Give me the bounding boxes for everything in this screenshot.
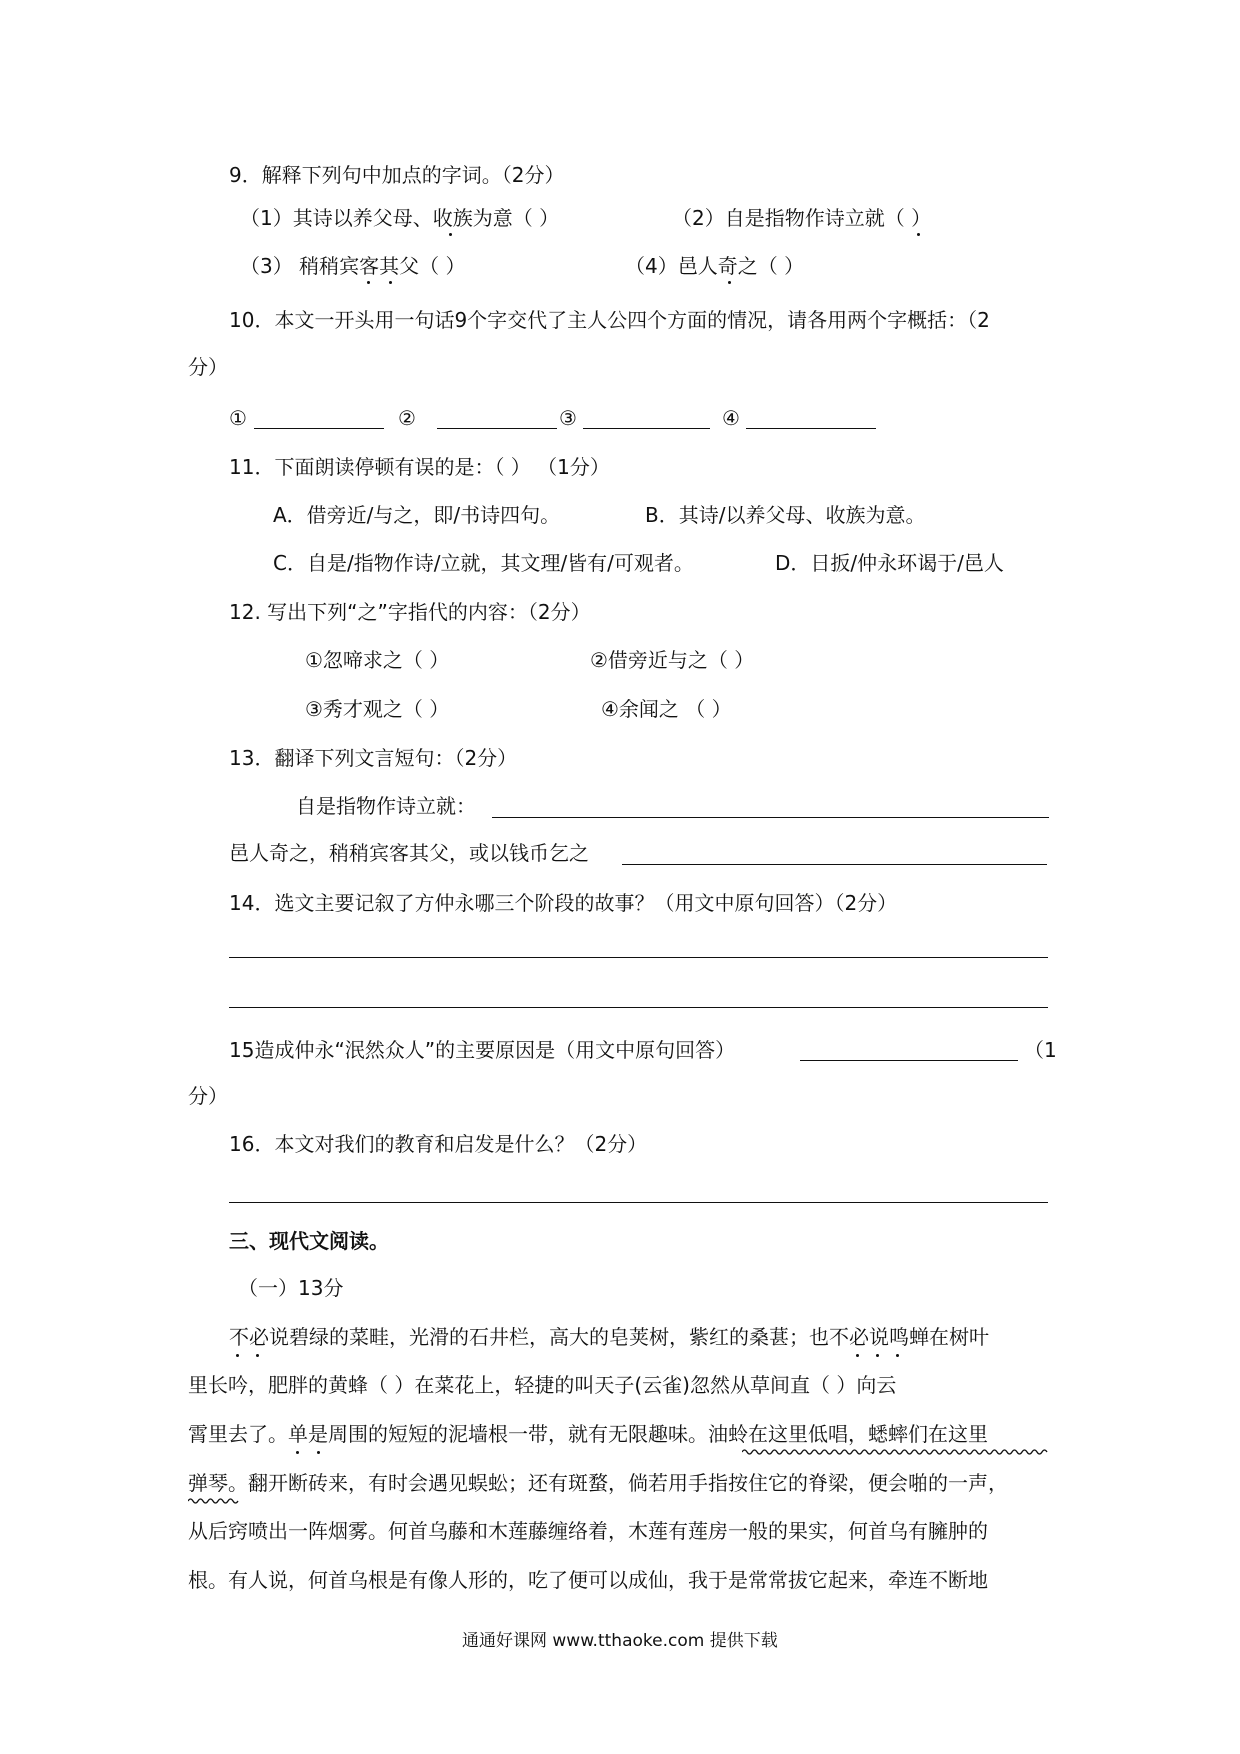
q15-title-cont: 分） [188, 1084, 228, 1108]
q14-title: 14．选文主要记叙了方仲永哪三个阶段的故事？（用文中原句回答）（2分） [229, 891, 898, 915]
answer-blank-13-1[interactable] [492, 817, 1049, 818]
q11-title: 11．下面朗读停顿有误的是：（ ） （1分） [229, 455, 610, 479]
q11-option-d: D．日扳/仲永环谒于/邑人 [775, 551, 1004, 575]
q12-item-3: ③秀才观之（ ） [305, 697, 450, 721]
q15-title-tail: （1 [1024, 1038, 1057, 1062]
q12-item-4: ④余闻之 （ ） [601, 697, 732, 721]
emphasis-dot [256, 1354, 259, 1357]
answer-line-14-2[interactable] [229, 1007, 1048, 1008]
emphasis-dot [317, 1451, 320, 1454]
passage-line-2: 里长吟，肥胖的黄蜂（ ）在菜花上，轻捷的叫天子(云雀)忽然从草间直（ ）向云 [188, 1373, 897, 1397]
answer-blank-13-2[interactable] [622, 864, 1047, 865]
q12-item-1: ①忽啼求之（ ） [305, 648, 450, 672]
q9-item-4: （4）邑人奇之（ ） [625, 254, 805, 278]
wavy-underline [742, 1448, 1048, 1456]
page-footer: 通通好课网 www.tthaoke.com 提供下载 [462, 1631, 778, 1651]
answer-blank-15[interactable] [800, 1060, 1018, 1061]
q9-item-3: （3） 稍稍宾客其父（ ） [240, 254, 466, 278]
passage-line-4: 弹琴。翻开断砖来，有时会遇见蜈蚣；还有斑蝥，倘若用手指按住它的脊梁，便会啪的一声， [188, 1471, 1008, 1495]
section-subheading: （一）13分 [238, 1276, 344, 1300]
answer-blank-1[interactable] [254, 428, 384, 429]
emphasis-dot [917, 233, 920, 236]
passage-line-5: 从后窍喷出一阵烟雾。何首乌藤和木莲藤缠络着，木莲有莲房一般的果实，何首乌有臃肿的 [188, 1519, 988, 1543]
q16-title: 16．本文对我们的教育和启发是什么？（2分） [229, 1132, 648, 1156]
q11-option-b: B．其诗/以养父母、收族为意。 [645, 503, 926, 527]
emphasis-dot [728, 281, 731, 284]
q11-option-a: A．借旁近/与之，即/书诗四句。 [273, 503, 561, 527]
emphasis-dot [389, 281, 392, 284]
q15-title: 15造成仲永“泯然众人”的主要原因是（用文中原句回答） [229, 1038, 736, 1062]
q10-title: 10．本文一开头用一句话9个字交代了主人公四个方面的情况，请各用两个字概括：（2 [229, 308, 990, 332]
emphasis-dot [449, 233, 452, 236]
answer-blank-4[interactable] [746, 428, 876, 429]
answer-blank-3[interactable] [583, 428, 710, 429]
q13-line-1: 自是指物作诗立就： [296, 794, 476, 818]
wavy-underline [188, 1497, 240, 1505]
emphasis-dot [876, 1354, 879, 1357]
q10-marker-3: ③ [559, 406, 577, 430]
answer-blank-2[interactable] [437, 428, 557, 429]
q9-item-2: （2）自是指物作诗立就（ ） [672, 206, 932, 230]
q13-title: 13．翻译下列文言短句：（2分） [229, 746, 518, 770]
section-heading: 三、现代文阅读。 [229, 1229, 389, 1253]
answer-line-16[interactable] [229, 1202, 1048, 1203]
q11-option-c: C．自是/指物作诗/立就，其文理/皆有/可观者。 [273, 551, 694, 575]
answer-line-14-1[interactable] [229, 957, 1048, 958]
q10-marker-1: ① [229, 406, 247, 430]
q10-marker-2: ② [398, 406, 416, 430]
emphasis-dot [367, 281, 370, 284]
passage-line-3: 霄里去了。单是周围的短短的泥墙根一带，就有无限趣味。油蛉在这里低唱，蟋蟀们在这里 [188, 1422, 988, 1446]
emphasis-dot [856, 1354, 859, 1357]
q12-item-2: ②借旁近与之（ ） [590, 648, 755, 672]
q9-title: 9．解释下列句中加点的字词。（2分） [229, 163, 565, 187]
passage-line-6: 根。有人说，何首乌根是有像人形的，吃了便可以成仙，我于是常常拔它起来，牵连不断地 [188, 1568, 988, 1592]
q10-title-cont: 分） [188, 355, 228, 379]
q10-marker-4: ④ [722, 406, 740, 430]
q13-line-2: 邑人奇之，稍稍宾客其父，或以钱币乞之 [229, 841, 589, 865]
emphasis-dot [896, 1354, 899, 1357]
emphasis-dot [296, 1451, 299, 1454]
emphasis-dot [236, 1354, 239, 1357]
q12-title: 12. 写出下列“之”字指代的内容：（2分） [229, 600, 591, 624]
passage-line-1: 不必说碧绿的菜畦，光滑的石井栏，高大的皂荚树，紫红的桑葚；也不必说鸣蝉在树叶 [229, 1325, 989, 1349]
q9-item-1: （1）其诗以养父母、收族为意（ ） [240, 206, 560, 230]
